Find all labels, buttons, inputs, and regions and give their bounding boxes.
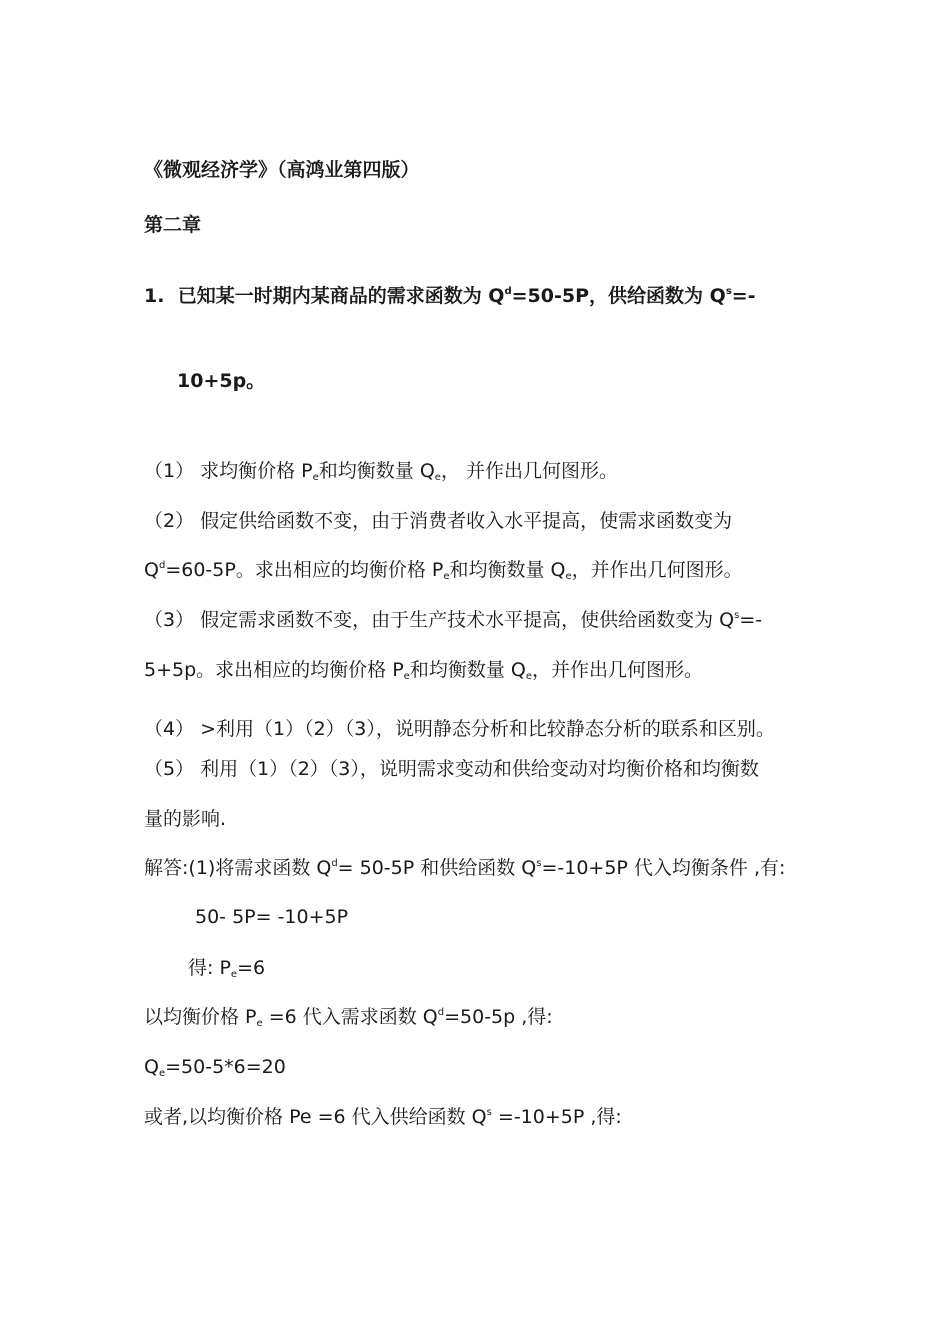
l3-sup: d: [437, 1007, 445, 1018]
p1-sub-2: e: [434, 472, 441, 483]
p2-text-b: =60-5P。求出相应的均衡价格 P: [165, 559, 444, 581]
q1-sup-s: s: [725, 286, 732, 297]
part-4: （4） >利用（1）（2）（3），说明静态分析和比较静态分析的联系和区别。: [144, 718, 775, 740]
q1-text-c: =-: [731, 285, 756, 307]
q1-sup-d: d: [504, 286, 512, 297]
part-3-line-1: [144, 607, 762, 633]
answer-line-4: [144, 1054, 286, 1080]
p3-sub-2: e: [525, 671, 532, 682]
question-1-line-2: 10+5p。: [177, 370, 266, 392]
answer-line-5: [144, 1104, 622, 1130]
l3-sub: e: [256, 1018, 263, 1029]
l4-text-b: =50-5*6=20: [165, 1056, 286, 1078]
chapter-heading: 第二章: [144, 214, 202, 236]
p2-sup: d: [158, 560, 166, 571]
l3-text-b: =6 代入需求函数 Q: [262, 1006, 438, 1028]
p3-line2-a: 5+5p。求出相应的均衡价格 P: [144, 659, 404, 681]
p3-text-a: （3） 假定需求函数不变，由于生产技术水平提高，使供给函数变为 Q: [144, 609, 735, 631]
p1-sub-1: e: [312, 472, 319, 483]
l5-text-a: 或者,以均衡价格 Pe =6 代入供给函数 Q: [144, 1106, 487, 1128]
p2-text-a: Q: [144, 559, 159, 581]
answer-line-3: [144, 1004, 553, 1030]
l4-text-a: Q: [144, 1056, 159, 1078]
part-5-line-2: 量的影响.: [144, 808, 227, 830]
document-title: 《微观经济学》（高鸿业第四版）: [144, 159, 420, 181]
equation-2: [188, 955, 265, 981]
p3-line2-b: 和均衡数量 Q: [409, 659, 526, 681]
p1-text-a: （1） 求均衡价格 P: [144, 460, 313, 482]
question-1-line-1: [144, 283, 756, 309]
q1-text-b: =50-5P，供给函数为 Q: [511, 285, 726, 307]
p2-sub-2: e: [565, 571, 572, 582]
answer-text-b: = 50-5P 和供给函数 Q: [337, 857, 537, 879]
answer-sup-s: s: [536, 858, 542, 869]
part-3-line-2: [144, 657, 703, 683]
part-5-line-1: （5） 利用（1）（2）（3），说明需求变动和供给变动对均衡价格和均衡数: [144, 758, 759, 780]
l4-sub: e: [158, 1068, 166, 1079]
p1-text-c: ， 并作出几何图形。: [440, 460, 618, 482]
answer-sup-d: d: [331, 858, 338, 869]
l3-text-a: 以均衡价格 P: [144, 1006, 257, 1028]
p3-line2-c: ，并作出几何图形。: [531, 659, 703, 681]
l3-text-c: =50-5p ,得:: [444, 1006, 553, 1028]
p2-sub-1: e: [443, 571, 450, 582]
eq2-text-b: =6: [237, 957, 266, 979]
equation-1: 50- 5P= -10+5P: [195, 906, 349, 928]
l5-sup: s: [486, 1107, 492, 1118]
part-1: [144, 458, 618, 484]
p2-text-c: 和均衡数量 Q: [449, 559, 566, 581]
p3-sub-1: e: [403, 671, 410, 682]
part-2-line-2: [144, 557, 743, 583]
p1-text-b: 和均衡数量 Q: [318, 460, 435, 482]
p3-text-b: =-: [739, 609, 763, 631]
answer-line-1: [144, 855, 785, 881]
part-2-line-1: （2） 假定供给函数不变，由于消费者收入水平提高，使需求函数变为: [144, 510, 733, 532]
answer-text-a: 解答:(1)将需求函数 Q: [144, 857, 332, 879]
answer-text-c: =-10+5P 代入均衡条件 ,有:: [541, 857, 786, 879]
q1-text-a: 已知某一时期内某商品的需求函数为 Q: [177, 285, 505, 307]
eq2-sub: e: [230, 969, 238, 980]
p2-text-d: ，并作出几何图形。: [571, 559, 743, 581]
p3-sup: s: [734, 610, 740, 621]
eq2-text-a: 得: P: [188, 957, 231, 979]
question-number: 1.: [144, 285, 165, 307]
l5-text-b: =-10+5P ,得:: [491, 1106, 622, 1128]
